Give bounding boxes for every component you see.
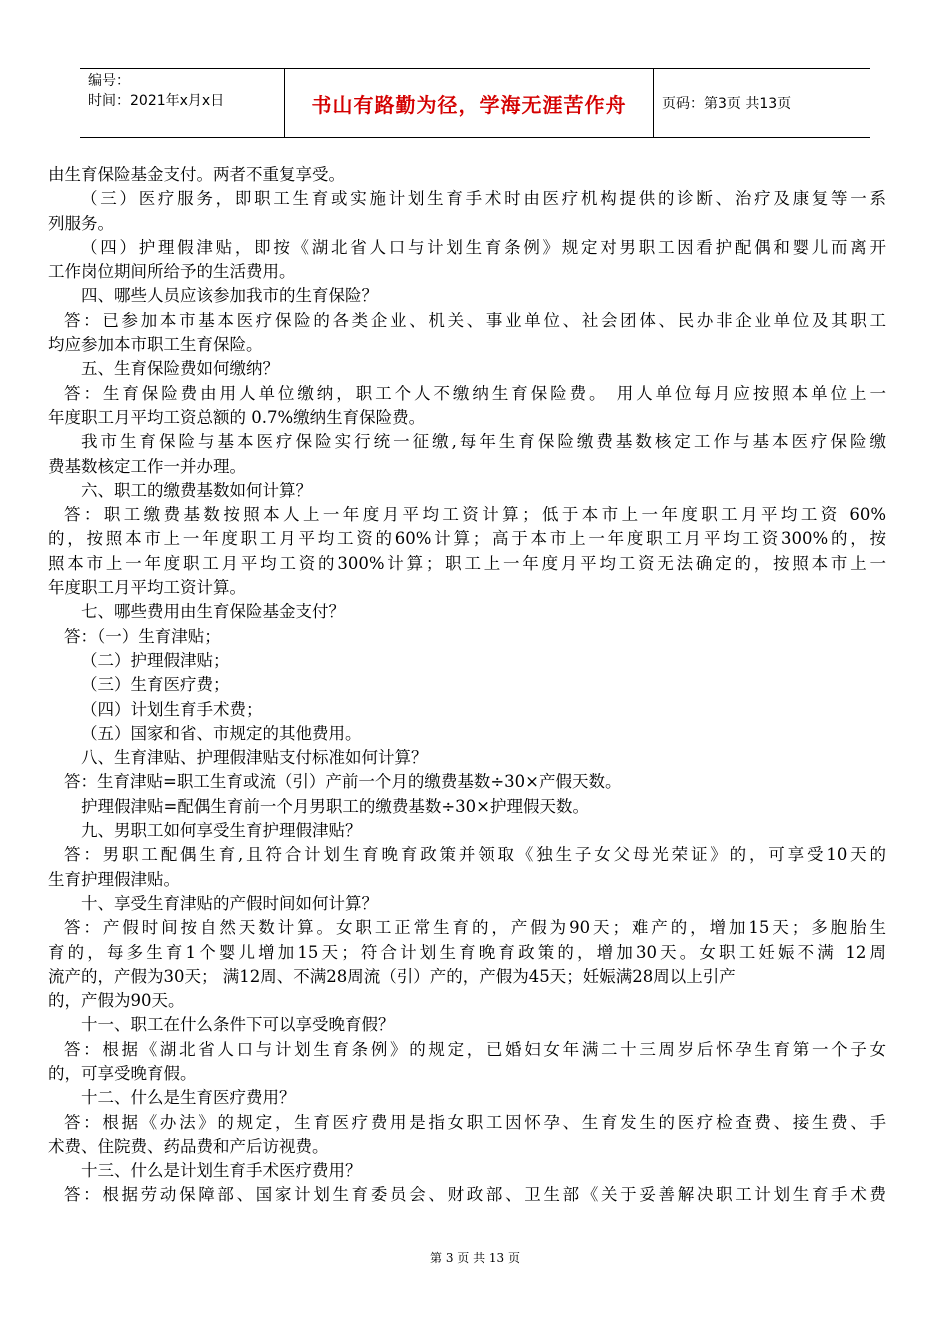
text-line: 工作岗位期间所给予的生活费用。 [48, 262, 296, 282]
text-line: 费基数核定工作一并办理。 [48, 456, 246, 476]
document-number-label: 编号： [88, 73, 130, 89]
text-line: （三）生育医疗费； [81, 675, 230, 695]
text-line: 流产的，产假为30天； 满12周、不满28周流（引）产的，产假为45天；妊娠满28周以上引产 [48, 966, 736, 986]
text-line: 答：生育津贴=职工生育或流（引）产前一个月的缴费基数÷30×产假天数。 [64, 772, 622, 792]
text-line: （四）护理假津贴，即按《湖北省人口与计划生育条例》规定对男职工因看护配偶和婴儿而离开 [81, 237, 886, 257]
page-footer: 第 3 页 共 13 页 [430, 1251, 520, 1265]
text-line: 答：已参加本市基本医疗保险的各类企业、机关、事业单位、社会团体、民办非企业单位及其职工 [64, 310, 886, 330]
text-line: （三）医疗服务，即职工生育或实施计划生育手术时由医疗机构提供的诊断、治疗及康复等一系 [81, 189, 886, 209]
text-line: 答：职工缴费基数按照本人上一年度月平均工资计算；低于本市上一年度职工月平均工资 60% [64, 505, 886, 525]
document-time-label: 时间：2021年x月x日 [88, 93, 225, 109]
text-line: 十一、职工在什么条件下可以享受晚育假？ [81, 1015, 395, 1035]
text-line: 答：根据《湖北省人口与计划生育条例》的规定，已婚妇女年满二十三周岁后怀孕生育第一个子女 [64, 1039, 886, 1059]
text-line: 答：（一）生育津贴； [64, 626, 221, 646]
text-line: 年度职工月平均工资计算。 [48, 578, 246, 598]
document-body [48, 163, 886, 1208]
text-line: 术费、住院费、药品费和产后访视费。 [48, 1136, 329, 1156]
text-line: 十二、什么是生育医疗费用？ [81, 1088, 296, 1108]
text-line: 四、哪些人员应该参加我市的生育保险？ [81, 286, 378, 306]
text-line: 十、享受生育津贴的产假时间如何计算？ [81, 893, 378, 913]
text-line: 答：根据劳动保障部、国家计划生育委员会、财政部、卫生部《关于妥善解决职工计划生育手术费 [64, 1185, 886, 1205]
text-line: 列服务。 [48, 213, 114, 233]
text-line: 育的，每多生育1个婴儿增加15天；符合计划生育晚育政策的，增加30天。女职工妊娠不满 12周 [48, 942, 886, 962]
text-line: 均应参加本市职工生育保险。 [48, 335, 263, 355]
text-line: （二）护理假津贴； [81, 650, 230, 670]
text-line: 由生育保险基金支付。两者不重复享受。 [48, 165, 345, 184]
text-line: 护理假津贴=配偶生育前一个月男职工的缴费基数÷30×护理假天数。 [81, 796, 589, 816]
text-line: 答：生育保险费由用人单位缴纳，职工个人不缴纳生育保险费。 用人单位每月应按照本单位上一 [64, 383, 886, 403]
header-table [80, 68, 870, 138]
text-line: 六、职工的缴费基数如何计算？ [81, 480, 312, 500]
text-line: 答：根据《办法》的规定，生育医疗费用是指女职工因怀孕、生育发生的医疗检查费、接生费、手 [64, 1112, 886, 1132]
text-line: 七、哪些费用由生育保险基金支付？ [81, 602, 345, 622]
text-line: （四）计划生育手术费； [81, 699, 263, 719]
page-code-label: 页码：第3页 共13页 [662, 96, 792, 112]
header-right-cell [654, 69, 870, 137]
header-center-cell [284, 69, 654, 137]
text-line: 五、生育保险费如何缴纳？ [81, 359, 279, 379]
text-line: （五）国家和省、市规定的其他费用。 [81, 723, 362, 743]
header-motto: 书山有路勤为径，学海无涯苦作舟 [311, 92, 627, 117]
text-line: 的，产假为90天。 [48, 991, 185, 1011]
text-line: 答：产假时间按自然天数计算。女职工正常生育的，产假为90天；难产的，增加15天；多胞胎生 [64, 918, 886, 938]
text-line: 我市生育保险与基本医疗保险实行统一征缴,每年生育保险缴费基数核定工作与基本医疗保险缴 [81, 432, 886, 452]
text-line: 照本市上一年度职工月平均工资的300%计算；职工上一年度月平均工资无法确定的，按照本市上一 [48, 553, 886, 573]
text-line: 的，按照本市上一年度职工月平均工资的60%计算；高于本市上一年度职工月平均工资300%的，按 [48, 529, 886, 549]
text-line: 八、生育津贴、护理假津贴支付标准如何计算？ [81, 748, 428, 768]
header-left-cell [80, 69, 284, 137]
text-line: 的，可享受晚育假。 [48, 1063, 197, 1083]
text-line: 答：男职工配偶生育,且符合计划生育晚育政策并领取《独生子女父母光荣证》的，可享受10天的 [64, 845, 886, 865]
text-line: 生育护理假津贴。 [48, 869, 180, 889]
text-line: 十三、什么是计划生育手术医疗费用？ [81, 1161, 362, 1181]
text-line: 九、男职工如何享受生育护理假津贴？ [81, 821, 362, 841]
text-line: 年度职工月平均工资总额的 0.7%缴纳生育保险费。 [48, 407, 426, 427]
